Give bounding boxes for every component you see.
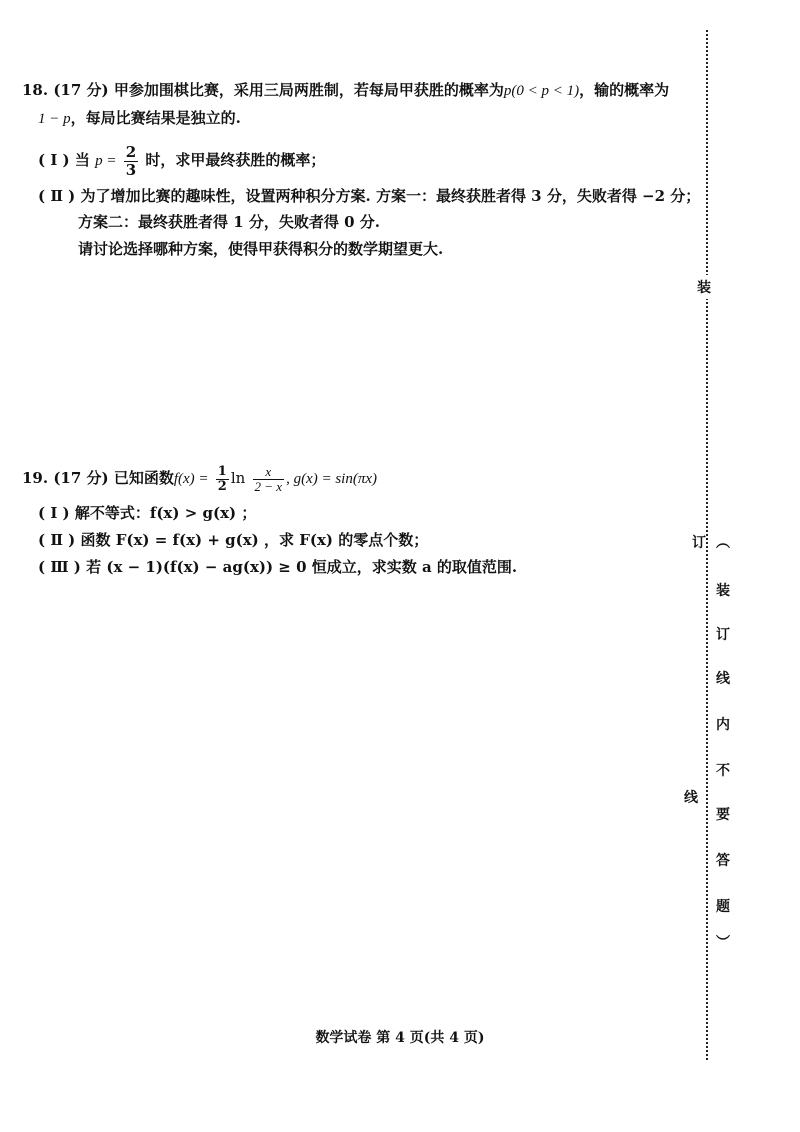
q19-g-def: , g(x) = sin(πx): [286, 471, 377, 487]
q19-fraction-x: [253, 465, 285, 494]
notice-char: 订: [716, 622, 730, 646]
q18-stem-line2: [38, 108, 241, 129]
q19-ln: ln: [230, 469, 246, 487]
binding-label-ding: 订: [692, 530, 706, 554]
fraction-numerator: x: [253, 465, 285, 480]
fraction-denominator: 2 − x: [254, 478, 283, 494]
fraction-numerator: 2: [125, 142, 137, 161]
notice-bracket-open: ︵: [716, 530, 730, 554]
notice-bracket-close: ︶: [716, 930, 730, 954]
q19-part1: ( Ⅰ ) 解不等式：f(x) > g(x) ；: [38, 504, 257, 522]
notice-char: 题: [716, 894, 730, 918]
fraction-numerator: 1: [217, 463, 227, 479]
q18-stem-text-3: ，每局比赛结果是独立的.: [70, 109, 241, 127]
notice-char: 内: [716, 712, 730, 736]
q18-part1-label: ( Ⅰ ) 当: [38, 151, 90, 169]
q19-fraction-half: [216, 465, 229, 494]
q19-stem-text: 19. (17 分) 已知函数: [22, 469, 174, 487]
fraction-denominator: 2: [217, 478, 227, 494]
q19-f-def: f(x) =: [173, 471, 209, 487]
binding-dotted-line: [706, 30, 708, 1060]
q18-stem-line1: [22, 80, 669, 101]
notice-char: 装: [716, 578, 730, 602]
q19-stem: [22, 458, 377, 499]
notice-char: 答: [716, 848, 730, 872]
q18-part1: [38, 143, 325, 179]
fraction-denominator: 3: [125, 160, 137, 179]
q18-part2-line3: 请讨论选择哪种方案，使得甲获得积分的数学期望更大.: [78, 240, 444, 258]
notice-char: 不: [716, 758, 730, 782]
q18-part1-var: p =: [95, 153, 117, 169]
q18-part2-line1: ( Ⅱ ) 为了增加比赛的趣味性，设置两种积分方案. 方案一：最终获胜者得 3 分，失败者得 −2 分；: [38, 187, 701, 205]
q19-part2: ( Ⅱ ) 函数 F(x) = f(x) + g(x) ，求 F(x) 的零点个数；: [38, 531, 429, 549]
notice-char: 要: [716, 802, 730, 826]
notice-char: 线: [716, 666, 730, 690]
binding-label-xian: 线: [684, 785, 698, 809]
page-footer: 数学试卷 第 4 页(共 4 页): [315, 1030, 485, 1046]
q18-fraction-two-thirds: [124, 144, 138, 179]
q18-prob-p: p(0 < p < 1): [503, 83, 580, 99]
q18-part2-line2: 方案二：最终获胜者得 1 分，失败者得 0 分.: [78, 213, 380, 231]
q18-stem-text: 18. (17 分) 甲参加围棋比赛，采用三局两胜制，若每局甲获胜的概率为: [22, 81, 504, 99]
q18-lose-prob: 1 − p: [38, 111, 71, 127]
q18-stem-text-2: ，输的概率为: [579, 81, 670, 99]
binding-label-zhuang: 装: [697, 275, 711, 299]
q19-part3: ( Ⅲ ) 若 (x − 1)(f(x) − ag(x)) ≥ 0 恒成立，求实数 a 的取值范围.: [38, 558, 518, 576]
q18-part1-text: 时，求甲最终获胜的概率；: [145, 151, 326, 169]
